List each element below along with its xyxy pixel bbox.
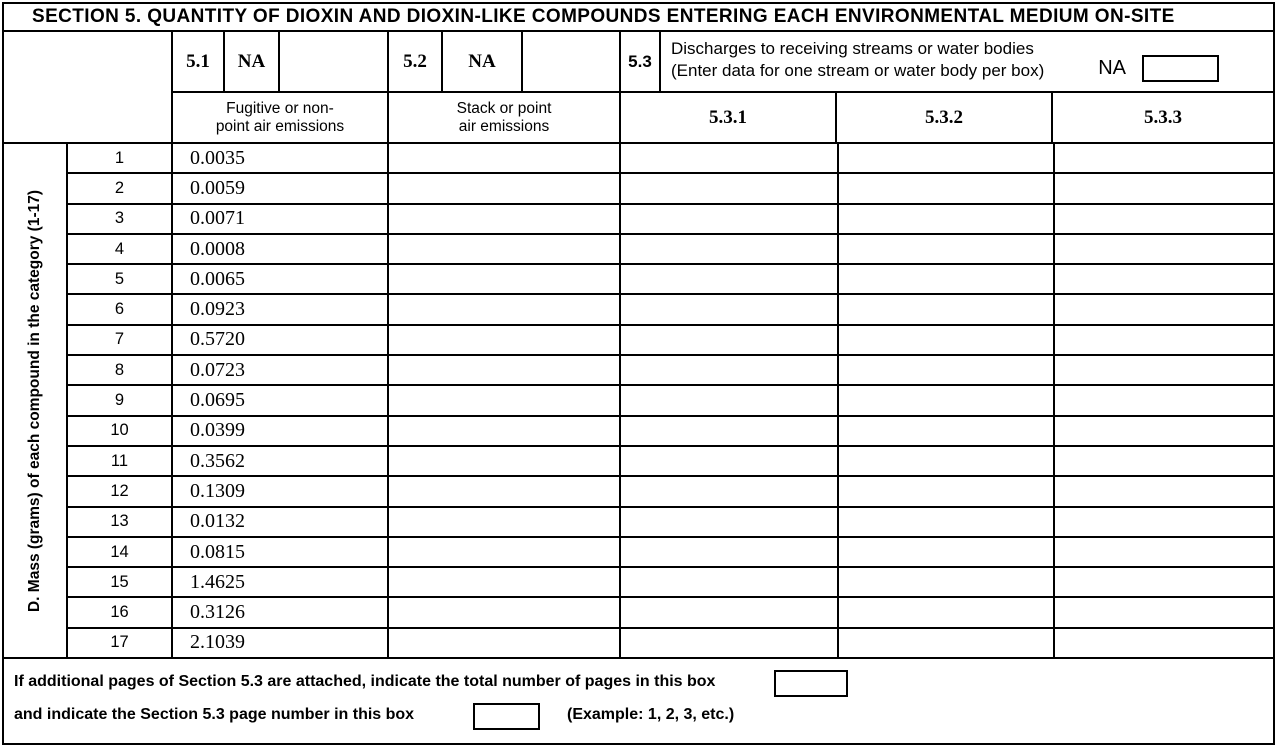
discharge-5-3-3-cell[interactable] <box>1055 538 1273 566</box>
data-rows <box>68 144 1273 657</box>
discharge-5-3-1-cell[interactable] <box>621 205 839 233</box>
column-header-5-3-2: 5.3.2 <box>837 93 1053 142</box>
table-row <box>68 386 1273 416</box>
row-number: 12 <box>68 477 173 505</box>
row-number: 1 <box>68 144 173 172</box>
discharge-5-3-2-cell[interactable] <box>839 508 1055 536</box>
stack-air-group <box>387 32 619 142</box>
discharge-5-3-3-cell[interactable] <box>1055 144 1273 172</box>
discharge-5-3-3-cell[interactable] <box>1055 174 1273 202</box>
fugitive-value-cell[interactable]: 0.1309 <box>173 477 389 505</box>
discharge-5-3-2-cell[interactable] <box>839 629 1055 657</box>
fugitive-value-cell[interactable]: 0.0065 <box>173 265 389 293</box>
discharge-5-3-3-cell[interactable] <box>1055 356 1273 384</box>
fugitive-value-cell[interactable]: 0.0923 <box>173 295 389 323</box>
stack-value-cell[interactable] <box>389 598 621 626</box>
fugitive-value-cell[interactable]: 0.0071 <box>173 205 389 233</box>
stack-value-cell[interactable] <box>389 205 621 233</box>
stack-value-cell[interactable] <box>389 417 621 445</box>
stack-label-line2: air emissions <box>458 117 550 135</box>
stack-value-cell[interactable] <box>389 235 621 263</box>
field-5-3-na-label: NA <box>1098 57 1126 79</box>
table-row <box>68 205 1273 235</box>
discharge-5-3-3-cell[interactable] <box>1055 568 1273 596</box>
row-number: 7 <box>68 326 173 354</box>
table-row <box>68 295 1273 325</box>
row-number: 2 <box>68 174 173 202</box>
discharge-5-3-3-cell[interactable] <box>1055 235 1273 263</box>
section-title: SECTION 5. QUANTITY OF DIOXIN AND DIOXIN-LIKE COMPOUNDS ENTERING EACH ENVIRONMENTAL MEDIUM ON-SITE <box>4 4 1273 32</box>
total-pages-box[interactable] <box>774 670 848 697</box>
discharge-5-3-2-cell[interactable] <box>839 356 1055 384</box>
fugitive-value-cell[interactable]: 0.0059 <box>173 174 389 202</box>
discharge-5-3-1-cell[interactable] <box>621 386 839 414</box>
discharge-5-3-2-cell[interactable] <box>839 205 1055 233</box>
field-5-1-na-label: NA <box>225 32 280 91</box>
table-header <box>4 32 1273 144</box>
table-row <box>68 326 1273 356</box>
discharge-5-3-3-cell[interactable] <box>1055 417 1273 445</box>
row-axis-label: D. Mass (grams) of each compound in the category (1-17) <box>26 189 43 612</box>
footer <box>4 657 1273 743</box>
table-row <box>68 508 1273 538</box>
row-number: 9 <box>68 386 173 414</box>
row-number: 11 <box>68 447 173 475</box>
page-number-box[interactable] <box>473 703 540 730</box>
discharge-5-3-3-cell[interactable] <box>1055 629 1273 657</box>
discharges-group <box>619 32 1273 142</box>
fugitive-value-cell[interactable]: 0.0815 <box>173 538 389 566</box>
fugitive-value-cell[interactable]: 2.1039 <box>173 629 389 657</box>
field-5-2-na-box[interactable] <box>523 32 619 91</box>
fugitive-value-cell[interactable]: 0.3126 <box>173 598 389 626</box>
discharge-5-3-2-cell[interactable] <box>839 598 1055 626</box>
table-row <box>68 477 1273 507</box>
fugitive-value-cell[interactable]: 0.0008 <box>173 235 389 263</box>
discharge-5-3-2-cell[interactable] <box>839 295 1055 323</box>
table-row <box>68 598 1273 628</box>
stack-value-cell[interactable] <box>389 174 621 202</box>
stack-value-cell[interactable] <box>389 295 621 323</box>
row-number: 13 <box>68 508 173 536</box>
discharge-5-3-3-cell[interactable] <box>1055 386 1273 414</box>
stack-value-cell[interactable] <box>389 629 621 657</box>
discharge-5-3-2-cell[interactable] <box>839 538 1055 566</box>
stack-value-cell[interactable] <box>389 265 621 293</box>
fugitive-air-group <box>171 32 387 142</box>
field-5-2-code: 5.2 <box>389 32 443 91</box>
stack-value-cell[interactable] <box>389 568 621 596</box>
discharge-5-3-2-cell[interactable] <box>839 386 1055 414</box>
table-row <box>68 235 1273 265</box>
table-row <box>68 356 1273 386</box>
discharge-5-3-3-cell[interactable] <box>1055 205 1273 233</box>
row-number: 10 <box>68 417 173 445</box>
table-row <box>68 417 1273 447</box>
fugitive-value-cell[interactable]: 1.4625 <box>173 568 389 596</box>
discharge-5-3-1-cell[interactable] <box>621 235 839 263</box>
row-number: 16 <box>68 598 173 626</box>
discharge-5-3-3-cell[interactable] <box>1055 326 1273 354</box>
discharge-5-3-2-cell[interactable] <box>839 144 1055 172</box>
fugitive-value-cell[interactable]: 0.0035 <box>173 144 389 172</box>
footer-note-line2: and indicate the Section 5.3 page number in this box <box>14 706 415 723</box>
stack-air-emissions-label <box>389 93 619 142</box>
discharge-5-3-1-cell[interactable] <box>621 538 839 566</box>
discharge-5-3-2-cell[interactable] <box>839 568 1055 596</box>
stack-value-cell[interactable] <box>389 386 621 414</box>
table-row <box>68 144 1273 174</box>
field-5-2-na-label: NA <box>443 32 523 91</box>
stack-value-cell[interactable] <box>389 508 621 536</box>
table-row <box>68 174 1273 204</box>
stack-value-cell[interactable] <box>389 144 621 172</box>
row-number: 4 <box>68 235 173 263</box>
discharge-5-3-1-cell[interactable] <box>621 629 839 657</box>
discharge-5-3-1-cell[interactable] <box>621 356 839 384</box>
discharge-5-3-1-cell[interactable] <box>621 174 839 202</box>
footer-note-line1: If additional pages of Section 5.3 are attached, indicate the total number of pages in this box <box>14 673 716 690</box>
column-header-5-3-3: 5.3.3 <box>1144 106 1182 128</box>
row-number: 3 <box>68 205 173 233</box>
field-5-1-code: 5.1 <box>173 32 225 91</box>
fugitive-value-cell[interactable]: 0.0723 <box>173 356 389 384</box>
discharge-5-3-2-cell[interactable] <box>839 265 1055 293</box>
discharge-5-3-2-cell[interactable] <box>839 326 1055 354</box>
stack-value-cell[interactable] <box>389 538 621 566</box>
fugitive-value-cell[interactable]: 0.3562 <box>173 447 389 475</box>
stack-value-cell[interactable] <box>389 326 621 354</box>
row-axis-label-cell <box>4 144 68 657</box>
row-number: 17 <box>68 629 173 657</box>
discharge-5-3-1-cell[interactable] <box>621 144 839 172</box>
discharge-5-3-3-cell[interactable] <box>1055 265 1273 293</box>
header-spacer <box>4 32 171 142</box>
discharge-5-3-1-cell[interactable] <box>621 568 839 596</box>
discharge-5-3-2-cell[interactable] <box>839 447 1055 475</box>
field-5-3-code: 5.3 <box>621 32 661 91</box>
table-row <box>68 265 1273 295</box>
discharge-5-3-3-cell[interactable] <box>1055 295 1273 323</box>
discharge-5-3-3-cell[interactable] <box>1055 477 1273 505</box>
stack-label-line1: Stack or point <box>456 99 552 117</box>
table-row <box>68 629 1273 657</box>
section-5-form <box>2 2 1275 745</box>
discharge-5-3-3-cell[interactable] <box>1055 508 1273 536</box>
discharges-description <box>661 38 1044 82</box>
table-row <box>68 447 1273 477</box>
discharge-5-3-1-cell[interactable] <box>621 598 839 626</box>
stack-value-cell[interactable] <box>389 477 621 505</box>
row-number: 8 <box>68 356 173 384</box>
row-number: 6 <box>68 295 173 323</box>
fugitive-air-emissions-label <box>173 93 387 142</box>
discharge-5-3-1-cell[interactable] <box>621 477 839 505</box>
discharge-5-3-1-cell[interactable] <box>621 508 839 536</box>
fugitive-value-cell[interactable]: 0.0399 <box>173 417 389 445</box>
discharge-5-3-3-cell[interactable] <box>1055 598 1273 626</box>
discharge-5-3-1-cell[interactable] <box>621 265 839 293</box>
discharge-5-3-1-cell[interactable] <box>621 417 839 445</box>
stack-value-cell[interactable] <box>389 356 621 384</box>
discharge-5-3-2-cell[interactable] <box>839 417 1055 445</box>
discharge-5-3-1-cell[interactable] <box>621 295 839 323</box>
discharges-desc-line2: (Enter data for one stream or water body per box) <box>671 61 1045 80</box>
discharge-5-3-2-cell[interactable] <box>839 174 1055 202</box>
discharge-5-3-2-cell[interactable] <box>839 477 1055 505</box>
example-note: (Example: 1, 2, 3, etc.) <box>567 706 735 723</box>
row-number: 15 <box>68 568 173 596</box>
column-header-5-3-1: 5.3.1 <box>621 93 837 142</box>
table-body <box>4 144 1273 657</box>
row-number: 5 <box>68 265 173 293</box>
fugitive-label-line2: point air emissions <box>215 117 345 135</box>
fugitive-value-cell[interactable]: 0.5720 <box>173 326 389 354</box>
discharge-5-3-3-cell[interactable] <box>1055 447 1273 475</box>
table-row <box>68 538 1273 568</box>
table-row <box>68 568 1273 598</box>
row-number: 14 <box>68 538 173 566</box>
field-5-3-na-checkbox[interactable] <box>1142 55 1219 82</box>
discharge-5-3-1-cell[interactable] <box>621 326 839 354</box>
discharge-5-3-1-cell[interactable] <box>621 447 839 475</box>
discharge-5-3-2-cell[interactable] <box>839 235 1055 263</box>
fugitive-value-cell[interactable]: 0.0695 <box>173 386 389 414</box>
fugitive-value-cell[interactable]: 0.0132 <box>173 508 389 536</box>
field-5-1-na-box[interactable] <box>280 32 387 91</box>
discharges-desc-line1: Discharges to receiving streams or water bodies <box>671 39 1034 58</box>
stack-value-cell[interactable] <box>389 447 621 475</box>
fugitive-label-line1: Fugitive or non- <box>226 99 334 117</box>
